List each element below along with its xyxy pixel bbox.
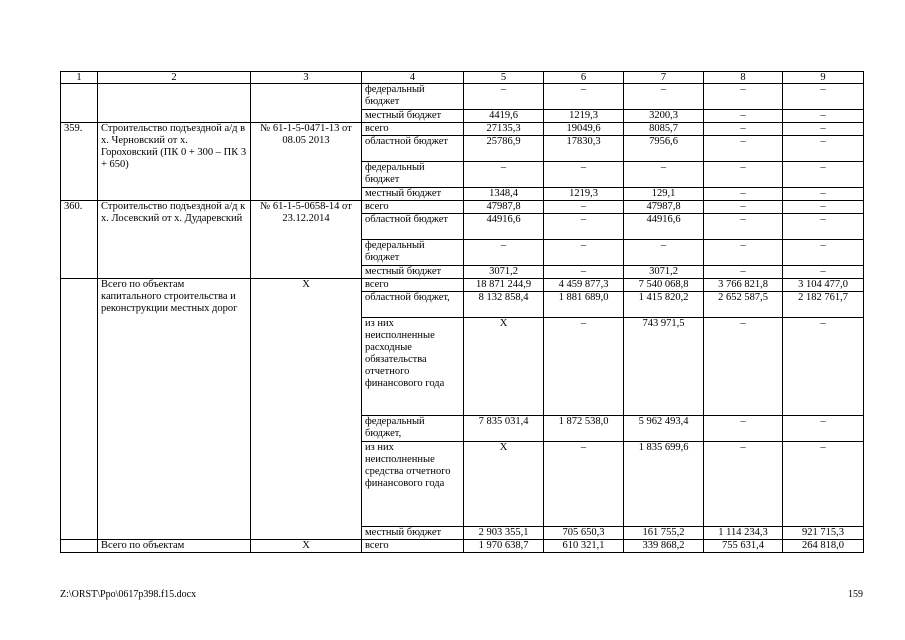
value-cell: – bbox=[544, 201, 624, 214]
value-cell: – bbox=[704, 266, 783, 279]
file-path: Z:\ORST\Ppo\0617p398.f15.docx bbox=[60, 589, 197, 600]
source-label: всего bbox=[362, 540, 464, 553]
value-cell: 2 903 355,1 bbox=[464, 527, 544, 540]
source-label: из них неисполненные расходные обязательства отчетного финансового года bbox=[362, 318, 464, 416]
value-cell: – bbox=[783, 110, 864, 123]
value-cell: 755 631,4 bbox=[704, 540, 783, 553]
value-cell: – bbox=[704, 162, 783, 188]
source-label: областной бюджет bbox=[362, 136, 464, 162]
header-cell: 4 bbox=[362, 72, 464, 84]
value-cell: – bbox=[783, 123, 864, 136]
value-cell: – bbox=[783, 84, 864, 110]
value-cell: 264 818,0 bbox=[783, 540, 864, 553]
value-cell: 4 459 877,3 bbox=[544, 279, 624, 292]
value-cell: 4419,6 bbox=[464, 110, 544, 123]
header-row bbox=[61, 72, 864, 84]
value-cell: – bbox=[624, 84, 704, 110]
value-cell: 1 881 689,0 bbox=[544, 292, 624, 318]
value-cell: X bbox=[464, 318, 544, 416]
doc-cell: X bbox=[251, 540, 362, 553]
header-cell: 6 bbox=[544, 72, 624, 84]
value-cell: 1 835 699,6 bbox=[624, 442, 704, 527]
value-cell: 44916,6 bbox=[464, 214, 544, 240]
source-label: местный бюджет bbox=[362, 527, 464, 540]
value-cell: – bbox=[704, 84, 783, 110]
page-number: 159 bbox=[848, 589, 863, 600]
source-label: федеральный бюджет bbox=[362, 240, 464, 266]
source-label: областной бюджет, bbox=[362, 292, 464, 318]
value-cell: 1219,3 bbox=[544, 188, 624, 201]
value-cell: – bbox=[783, 136, 864, 162]
value-cell: 339 868,2 bbox=[624, 540, 704, 553]
source-label: местный бюджет bbox=[362, 188, 464, 201]
value-cell: 8 132 858,4 bbox=[464, 292, 544, 318]
value-cell: 610 321,1 bbox=[544, 540, 624, 553]
value-cell: 1348,4 bbox=[464, 188, 544, 201]
value-cell: 18 871 244,9 bbox=[464, 279, 544, 292]
name-cell: Всего по объектам bbox=[98, 540, 251, 553]
value-cell: – bbox=[544, 214, 624, 240]
source-label: местный бюджет bbox=[362, 110, 464, 123]
num-cell bbox=[61, 279, 98, 540]
value-cell: 25786,9 bbox=[464, 136, 544, 162]
value-cell: – bbox=[624, 240, 704, 266]
value-cell: 3071,2 bbox=[624, 266, 704, 279]
value-cell: 17830,3 bbox=[544, 136, 624, 162]
value-cell: – bbox=[783, 188, 864, 201]
value-cell: 3 104 477,0 bbox=[783, 279, 864, 292]
budget-table bbox=[60, 71, 864, 553]
value-cell: – bbox=[783, 214, 864, 240]
num-cell bbox=[61, 540, 98, 553]
value-cell: – bbox=[704, 240, 783, 266]
value-cell: X bbox=[464, 442, 544, 527]
value-cell: – bbox=[704, 136, 783, 162]
value-cell: 1 114 234,3 bbox=[704, 527, 783, 540]
value-cell: – bbox=[544, 240, 624, 266]
value-cell: 7 835 031,4 bbox=[464, 416, 544, 442]
value-cell: – bbox=[704, 442, 783, 527]
value-cell: – bbox=[704, 123, 783, 136]
value-cell: – bbox=[783, 162, 864, 188]
value-cell: – bbox=[704, 110, 783, 123]
table-row bbox=[61, 123, 864, 136]
num-cell: 359. bbox=[61, 123, 98, 201]
value-cell: 2 182 761,7 bbox=[783, 292, 864, 318]
value-cell: 7 540 068,8 bbox=[624, 279, 704, 292]
value-cell: – bbox=[464, 240, 544, 266]
header-cell: 1 bbox=[61, 72, 98, 84]
value-cell: 19049,6 bbox=[544, 123, 624, 136]
value-cell: – bbox=[783, 442, 864, 527]
value-cell: – bbox=[704, 318, 783, 416]
name-cell: Строительство подъездной а/д к х. Лосевский от х. Дударевский bbox=[98, 201, 251, 279]
name-cell: Всего по объектам капитального строительства и реконструкции местных дорог bbox=[98, 279, 251, 540]
num-cell: 360. bbox=[61, 201, 98, 279]
value-cell: – bbox=[783, 266, 864, 279]
value-cell: 1219,3 bbox=[544, 110, 624, 123]
value-cell: – bbox=[783, 416, 864, 442]
value-cell: – bbox=[704, 201, 783, 214]
header-cell: 2 bbox=[98, 72, 251, 84]
value-cell: – bbox=[464, 162, 544, 188]
source-label: федеральный бюджет, bbox=[362, 416, 464, 442]
value-cell: 47987,8 bbox=[464, 201, 544, 214]
value-cell: 1 872 538,0 bbox=[544, 416, 624, 442]
value-cell: 47987,8 bbox=[624, 201, 704, 214]
header-cell: 7 bbox=[624, 72, 704, 84]
value-cell: 7956,6 bbox=[624, 136, 704, 162]
source-label: местный бюджет bbox=[362, 266, 464, 279]
table-row bbox=[61, 201, 864, 214]
source-label: из них неисполненные средства отчетного финансового года bbox=[362, 442, 464, 527]
value-cell: – bbox=[624, 162, 704, 188]
name-cell bbox=[98, 84, 251, 123]
value-cell: – bbox=[544, 442, 624, 527]
value-cell: 5 962 493,4 bbox=[624, 416, 704, 442]
doc-cell: № 61-1-5-0471-13 от 08.05 2013 bbox=[251, 123, 362, 201]
header-cell: 3 bbox=[251, 72, 362, 84]
header-cell: 5 bbox=[464, 72, 544, 84]
num-cell bbox=[61, 84, 98, 123]
doc-cell: № 61-1-5-0658-14 от 23.12.2014 bbox=[251, 201, 362, 279]
source-label: федеральный бюджет bbox=[362, 84, 464, 110]
source-label: всего bbox=[362, 279, 464, 292]
header-cell: 8 bbox=[704, 72, 783, 84]
value-cell: 3 766 821,8 bbox=[704, 279, 783, 292]
source-label: всего bbox=[362, 201, 464, 214]
table-row bbox=[61, 84, 864, 110]
table-row bbox=[61, 540, 864, 553]
table-row bbox=[61, 279, 864, 292]
value-cell: 705 650,3 bbox=[544, 527, 624, 540]
value-cell: 161 755,2 bbox=[624, 527, 704, 540]
source-label: областной бюджет bbox=[362, 214, 464, 240]
value-cell: – bbox=[704, 214, 783, 240]
value-cell: 44916,6 bbox=[624, 214, 704, 240]
value-cell: 3071,2 bbox=[464, 266, 544, 279]
value-cell: 3200,3 bbox=[624, 110, 704, 123]
value-cell: 8085,7 bbox=[624, 123, 704, 136]
value-cell: – bbox=[544, 84, 624, 110]
source-label: федеральный бюджет bbox=[362, 162, 464, 188]
header-cell: 9 bbox=[783, 72, 864, 84]
value-cell: – bbox=[783, 318, 864, 416]
doc-cell bbox=[251, 84, 362, 123]
value-cell: 2 652 587,5 bbox=[704, 292, 783, 318]
doc-cell: X bbox=[251, 279, 362, 540]
value-cell: – bbox=[783, 201, 864, 214]
value-cell: 1 970 638,7 bbox=[464, 540, 544, 553]
value-cell: – bbox=[544, 318, 624, 416]
value-cell: – bbox=[704, 416, 783, 442]
value-cell: 27135,3 bbox=[464, 123, 544, 136]
value-cell: – bbox=[544, 266, 624, 279]
value-cell: – bbox=[464, 84, 544, 110]
value-cell: – bbox=[704, 188, 783, 201]
name-cell: Строительство подъездной а/д в х. Черновский от х. Гороховский (ПК 0 + 300 – ПК 3 + 650) bbox=[98, 123, 251, 201]
value-cell: 1 415 820,2 bbox=[624, 292, 704, 318]
value-cell: 129,1 bbox=[624, 188, 704, 201]
value-cell: – bbox=[783, 240, 864, 266]
source-label: всего bbox=[362, 123, 464, 136]
value-cell: 921 715,3 bbox=[783, 527, 864, 540]
value-cell: – bbox=[544, 162, 624, 188]
value-cell: 743 971,5 bbox=[624, 318, 704, 416]
